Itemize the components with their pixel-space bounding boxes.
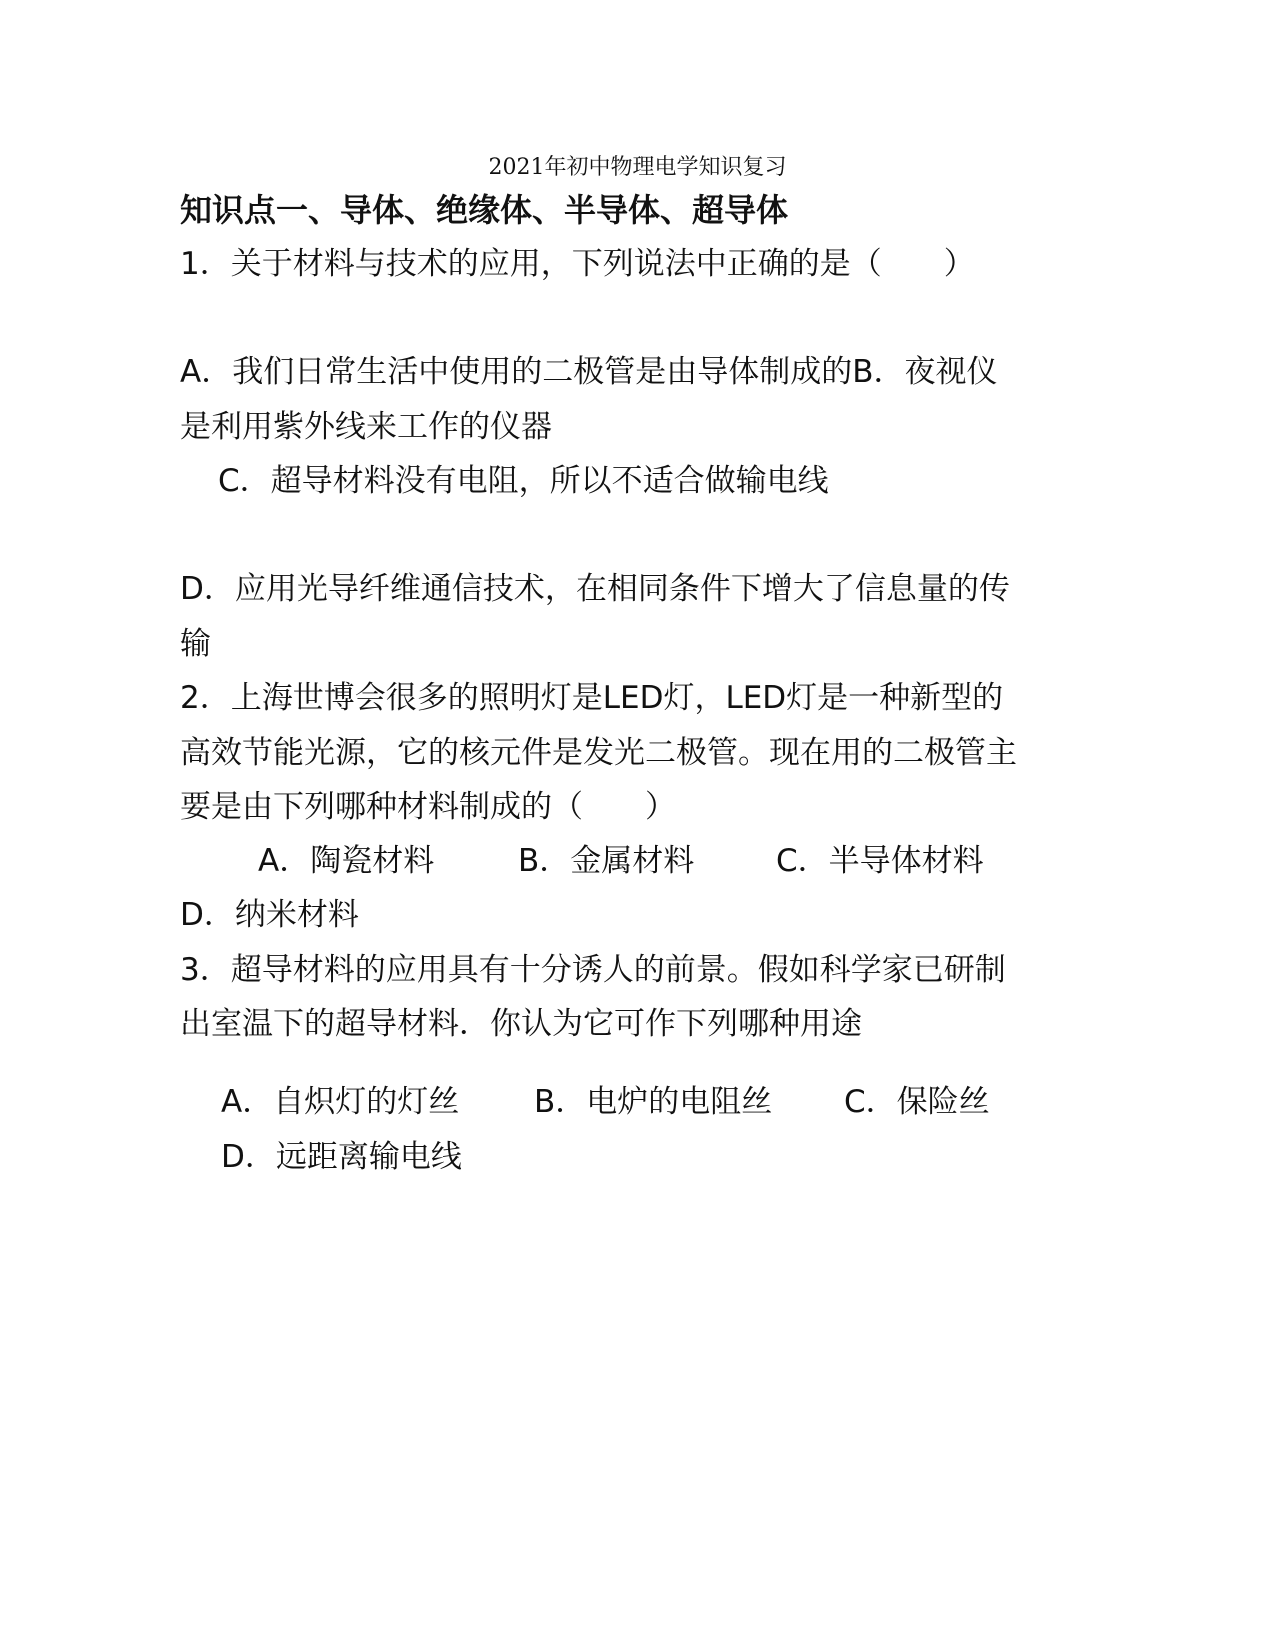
question-3-stem-line-1: 3．超导材料的应用具有十分诱人的前景。假如科学家已研制 (180, 952, 1006, 988)
question-1-option-a-b: A．我们日常生活中使用的二极管是由导体制成的B．夜视仪 (180, 354, 998, 390)
question-3-option-c: C．保险丝 (844, 1084, 990, 1120)
question-2-option-b: B．金属材料 (518, 843, 695, 879)
question-3-option-a: A．自炽灯的灯丝 (221, 1084, 460, 1120)
question-1-option-c: C．超导材料没有电阻，所以不适合做输电线 (218, 463, 829, 499)
question-3-option-d: D．远距离输电线 (221, 1139, 462, 1175)
question-2-stem-line-2: 高效节能光源，它的核元件是发光二极管。现在用的二极管主 (180, 735, 1017, 771)
question-2-option-a: A．陶瓷材料 (258, 843, 435, 879)
question-1-option-d-cont: 输 (180, 626, 211, 662)
question-2-option-d: D．纳米材料 (180, 897, 359, 933)
question-1-stem: 1．关于材料与技术的应用，下列说法中正确的是（ ） (180, 246, 975, 282)
question-3-stem-line-2: 出室温下的超导材料．你认为它可作下列哪种用途 (180, 1006, 862, 1042)
section-heading: 知识点一、导体、绝缘体、半导体、超导体 (180, 191, 789, 229)
question-2-stem-line-1: 2．上海世博会很多的照明灯是LED灯，LED灯是一种新型的 (180, 680, 1004, 716)
question-2-stem-line-3: 要是由下列哪种材料制成的（ ） (180, 789, 676, 825)
question-1-option-b-cont: 是利用紫外线来工作的仪器 (180, 409, 552, 445)
document-title: 2021年初中物理电学知识复习 (488, 155, 787, 180)
question-2-option-c: C．半导体材料 (776, 843, 984, 879)
question-1-option-d: D．应用光导纤维通信技术，在相同条件下增大了信息量的传 (180, 571, 1010, 607)
question-3-option-b: B．电炉的电阻丝 (534, 1084, 773, 1120)
